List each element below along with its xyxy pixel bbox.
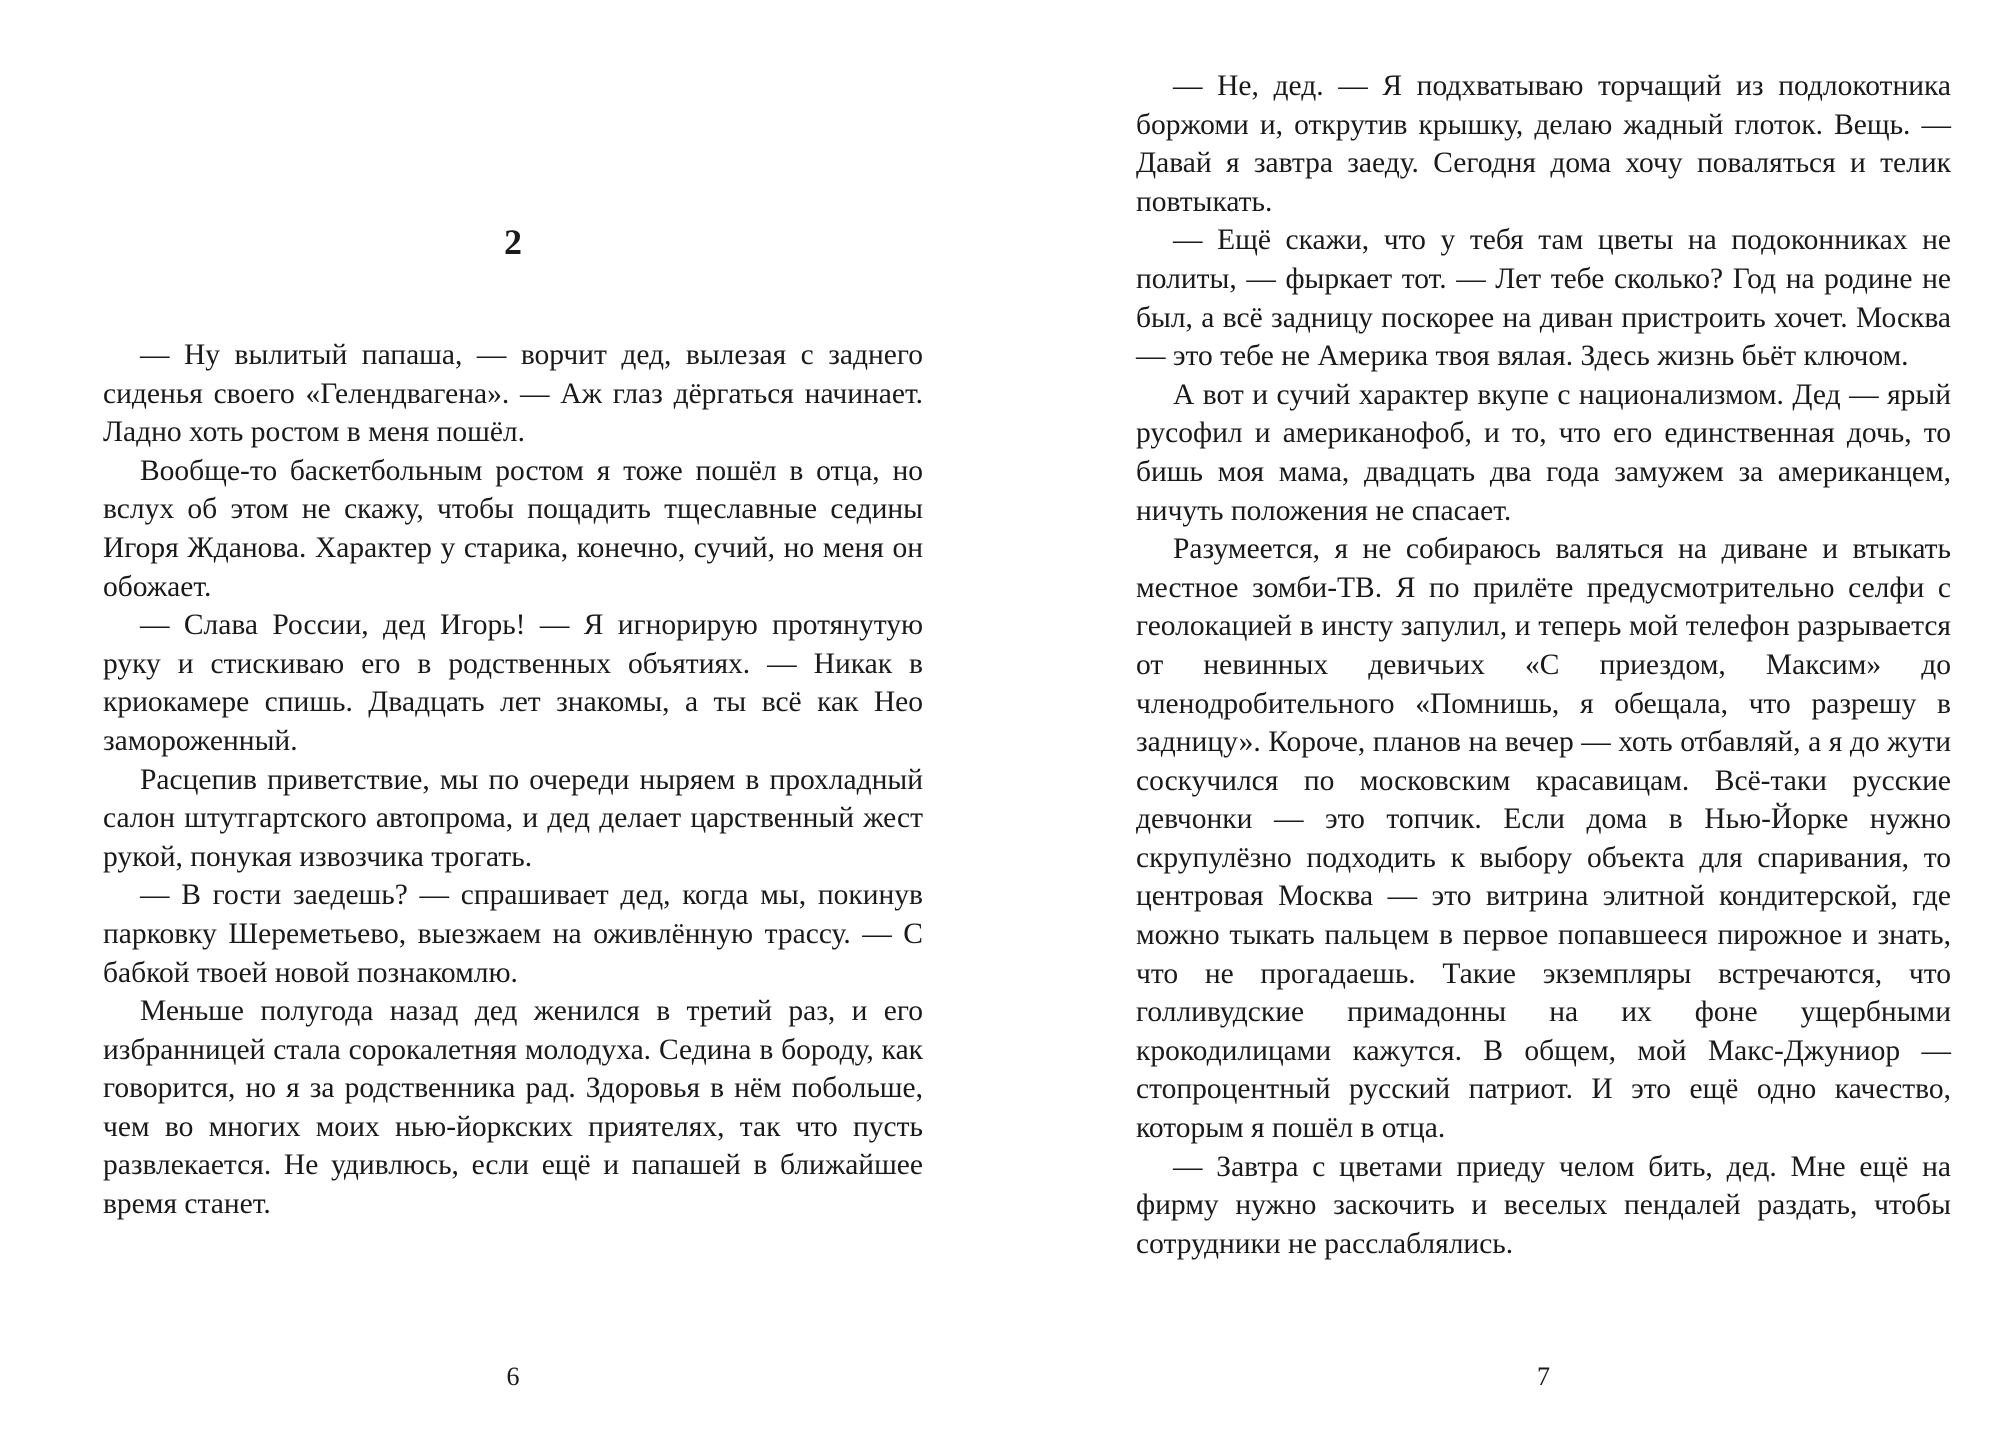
page-number: 7: [1537, 1362, 1550, 1391]
paragraph: Расцепив приветствие, мы по очереди ныряем в прохладный салон штутгартского автопрома, и дед делает царственный жест рукой, понукая извозчика трогать.: [103, 763, 923, 873]
left-page-text: [103, 336, 923, 1224]
chapter-number: 2: [504, 222, 522, 262]
page-number: 6: [506, 1362, 520, 1391]
paragraph: Меньше полугода назад дед женился в третий раз, и его избранницей стала сорокалетняя молодуха. Седина в бороду, как говорится, но я за родственника рад. Здоровья в нём побольше, чем во многих моих нью-йоркских приятелях, так что пусть развлекается. Не удивлюсь, если ещё и папашей в ближайшее время станет.: [103, 995, 923, 1221]
paragraph: — Завтра с цветами приеду челом бить, дед. Мне ещё на фирму нужно заскочить и веселых пендалей раздать, чтобы сотрудники не расслаблялись.: [1136, 1150, 1951, 1260]
right-page: [1136, 0, 1951, 1453]
paragraph: Разумеется, я не собираюсь валяться на диване и втыкать местное зомби-ТВ. Я по прилёте предусмотрительно селфи с геолокацией в инсту запулил, и теперь мой телефон разрывается от невинных девичьих «С приездом, Максим» до членодробительного «Помнишь, я обещала, что разрешу в задницу». Короче, планов на вечер — хоть отбавляй, а я до жути соскучился по московским красавицам. Всё-таки русские девчонки — это топчик. Если дома в Нью-Йорке нужно скрупулёзно подходить к выбору объекта для спаривания, то центровая Москва — это витрина элитной кондитерской, где можно тыкать пальцем в первое попавшееся пирожное и знать, что не прогадаешь. Такие экземпляры встречаются, что голливудские примадонны на их фоне ущербными крокодилицами кажутся. В общем, мой Макс-Джуниор — стопроцентный русский патриот. И это ещё одно качество, которым я пошёл в отца.: [1136, 533, 1951, 1145]
paragraph: — Слава России, дед Игорь! — Я игнорирую протянутую руку и стискиваю его в родственных объятиях. — Никак в криокамере спишь. Двадцать лет знакомы, а ты всё как Нео замороженный.: [103, 609, 923, 757]
paragraph: А вот и сучий характер вкупе с национализмом. Дед — ярый русофил и американофоб, и то, что его единственная дочь, то бишь моя мама, двадцать два года замужем за американцем, ничуть положения не спасает.: [1136, 378, 1951, 527]
paragraph: — Не, дед. — Я подхватываю торчащий из подлокотника боржоми и, открутив крышку, делаю жадный глоток. Вещь. — Давай я завтра заеду. Сегодня дома хочу поваляться и телик повтыкать.: [1136, 70, 1951, 218]
paragraph: — Ну вылитый папаша, — ворчит дед, вылезая с заднего сиденья своего «Гелендвагена». — Аж глаз дёргаться начинает. Ладно хоть ростом в меня пошёл.: [103, 339, 923, 449]
paragraph: — Ещё скажи, что у тебя там цветы на подоконниках не политы, — фыркает тот. — Лет тебе сколько? Год на родине не был, а всё задницу поскорее на диван пристроить хочет. Москва — это тебе не Америка твоя вялая. Здесь жизнь бьёт ключом.: [1136, 224, 1951, 373]
paragraph: Вообще-то баскетбольным ростом я тоже пошёл в отца, но вслух об этом не скажу, чтобы пощадить тщеславные седины Игоря Жданова. Характер у старика, конечно, сучий, но меня он обожает.: [103, 454, 923, 603]
right-page-text: [1136, 67, 1951, 1263]
paragraph: — В гости заедешь? — спрашивает дед, когда мы, покинув парковку Шереметьево, выезжаем на оживлённую трассу. — С бабкой твоей новой познакомлю.: [103, 879, 923, 989]
left-page: [103, 0, 923, 1453]
